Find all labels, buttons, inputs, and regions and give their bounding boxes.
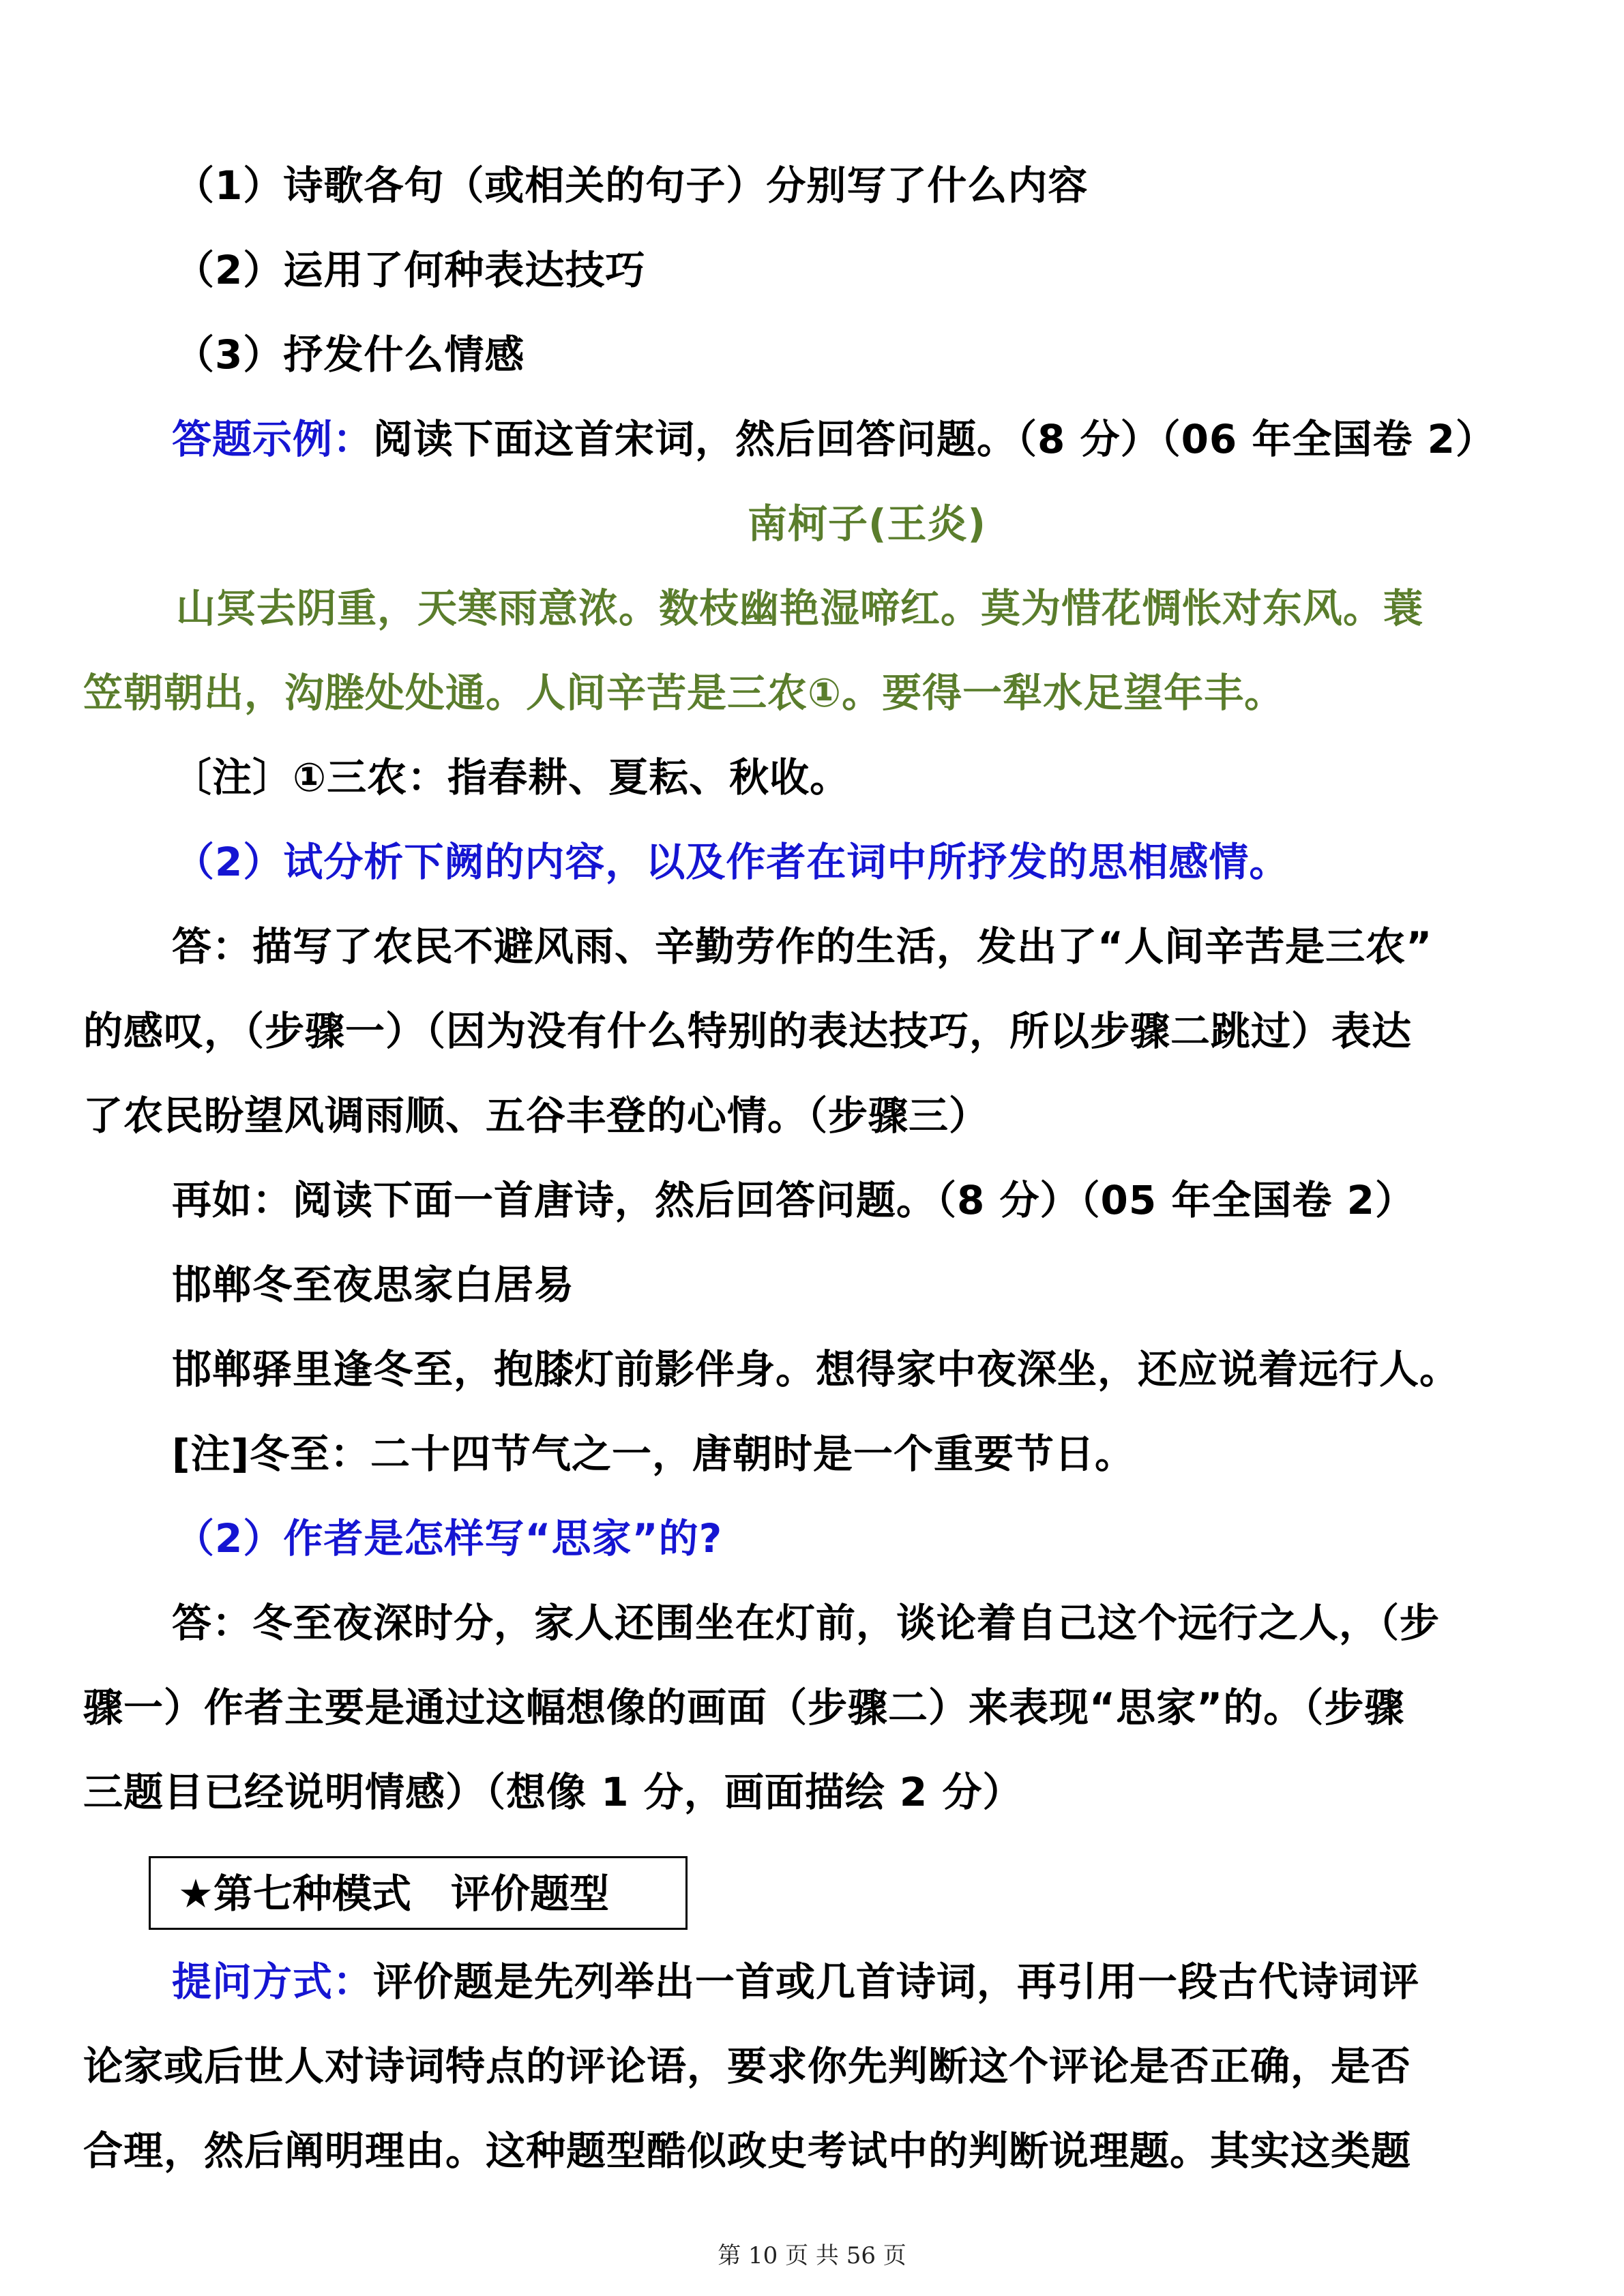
poem1-note: 〔注〕①三农：指春耕、夏耘、秋收。 bbox=[172, 754, 851, 801]
answer1-line-2: 的感叹，（步骤一）（因为没有什么特别的表达技巧，所以步骤二跳过）表达 bbox=[83, 1008, 1413, 1054]
section-heading: ★第七种模式 评价题型 bbox=[178, 1870, 609, 1917]
answer2-line-2: 骤一）作者主要是通过这幅想像的画面（步骤二）来表现“思家”的。（步骤 bbox=[83, 1684, 1405, 1731]
page-footer: 第 10 页 共 56 页 bbox=[718, 2242, 906, 2269]
ask-line-1: 评价题是先列举出一首或几首诗词，再引用一段古代诗词评 bbox=[373, 1958, 1420, 2005]
poem2-text: 邯郸驿里逢冬至，抱膝灯前影伴身。想得家中夜深坐，还应说着远行人。 bbox=[172, 1346, 1460, 1392]
answer1-line-1: 答：描写了农民不避风雨、辛勤劳作的生活，发出了“人间辛苦是三农” bbox=[172, 923, 1433, 970]
ask-line-2: 论家或后世人对诗词特点的评论语，要求你先判断这个评论是否正确，是否 bbox=[83, 2043, 1412, 2089]
ask-paragraph bbox=[172, 1954, 1419, 2009]
poem2-note: [注]冬至：二十四节气之一，唐朝时是一个重要节日。 bbox=[172, 1431, 1136, 1477]
example-text: 阅读下面这首宋词，然后回答问题。（8 分）（06 年全国卷 2） bbox=[373, 416, 1496, 462]
answer2-line-1: 答：冬至夜深时分，家人还围坐在灯前，谈论着自己这个远行之人，（步 bbox=[172, 1600, 1441, 1646]
question-item-3: （3）抒发什么情感 bbox=[175, 331, 525, 378]
poem1-title: 南柯子(王炎) bbox=[748, 501, 987, 547]
ask-label: 提问方式： bbox=[172, 1958, 374, 2005]
example-paragraph bbox=[172, 412, 1496, 466]
section-heading-box bbox=[149, 1856, 688, 1930]
ask-line-3: 合理，然后阐明理由。这种题型酷似政史考试中的判断说理题。其实这类题 bbox=[83, 2128, 1412, 2174]
question-2: （2）作者是怎样写“思家”的? bbox=[175, 1515, 723, 1562]
poem1-line-2: 笠朝朝出，沟塍处处通。人间辛苦是三农①。要得一犁水足望年丰。 bbox=[83, 670, 1285, 716]
answer2-line-3: 三题目已经说明情感）（想像 1 分，画面描绘 2 分） bbox=[83, 1769, 1023, 1815]
another-example: 再如：阅读下面一首唐诗，然后回答问题。（8 分）（05 年全国卷 2） bbox=[172, 1177, 1416, 1223]
example-label: 答题示例： bbox=[172, 416, 374, 462]
question-1: （2）试分析下阙的内容，以及作者在词中所抒发的思相感情。 bbox=[175, 839, 1290, 885]
poem1-line-1: 山冥去阴重，天寒雨意浓。数枝幽艳湿啼红。莫为惜花惆怅对东风。蓑 bbox=[176, 585, 1424, 631]
answer1-line-3: 了农民盼望风调雨顺、五谷丰登的心情。（步骤三） bbox=[83, 1092, 990, 1139]
question-item-2: （2）运用了何种表达技巧 bbox=[175, 247, 646, 293]
question-item-1: （1）诗歌各句（或相关的句子）分别写了什么内容 bbox=[175, 162, 1089, 209]
poem2-title: 邯郸冬至夜思家白居易 bbox=[172, 1262, 575, 1308]
